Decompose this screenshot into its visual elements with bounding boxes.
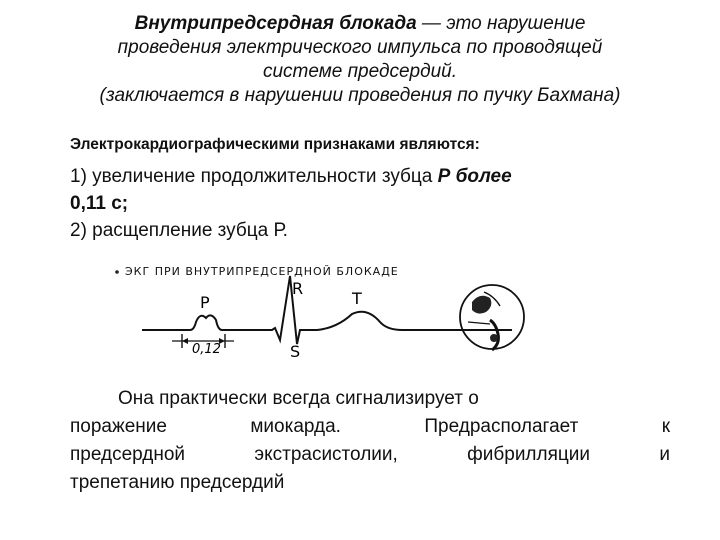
header-title-rest: — это нарушение (416, 13, 586, 34)
sign-item-1-cont: 0,11 с; (70, 193, 129, 214)
ecg-title: ЭКГ ПРИ ВНУТРИПРЕДСЕРДНОЙ БЛОКАДЕ (125, 265, 399, 278)
ecg-trace (142, 276, 512, 344)
header-line-2: проведения электрического импульса по проводящей (117, 37, 603, 58)
sign-item-1 (70, 163, 670, 190)
para-line-3: предсердной экстрасистолии, фибрилляции и (70, 444, 670, 465)
signs-heading: Электрокардиографическими признаками являются: (70, 136, 480, 153)
sign-item-2: 2) расщепление зубца Р. (70, 220, 288, 241)
label-s: S (290, 342, 301, 361)
label-p: P (200, 293, 210, 312)
header-title-bold: Внутрипредсердная блокада (134, 13, 417, 34)
para-line-1: Она практически всегда сигнализирует о (118, 388, 479, 409)
header-line-3: системе предсердий. (262, 61, 458, 82)
sign-item-1-text: 1) увеличение продолжительности зубца (70, 166, 438, 187)
ecg-bullet (115, 270, 119, 274)
slide-header (20, 12, 700, 108)
label-t: T (352, 289, 362, 308)
ecg-illustration (112, 262, 672, 362)
signs-list (70, 163, 670, 244)
duration-label: 0,12 (192, 342, 221, 357)
conclusion-paragraph (70, 385, 670, 497)
header-line-1 (20, 12, 700, 36)
sign-item-1-p: Р более (437, 166, 512, 187)
label-r: R (292, 279, 304, 298)
heart-diagram-icon (460, 285, 524, 350)
header-line-4: (заключается в нарушении проведения по пучку Бахмана) (99, 85, 621, 106)
para-line-2: поражение миокарда. Предрасполагает к (70, 416, 670, 437)
para-line-4: трепетанию предсердий (70, 472, 285, 493)
